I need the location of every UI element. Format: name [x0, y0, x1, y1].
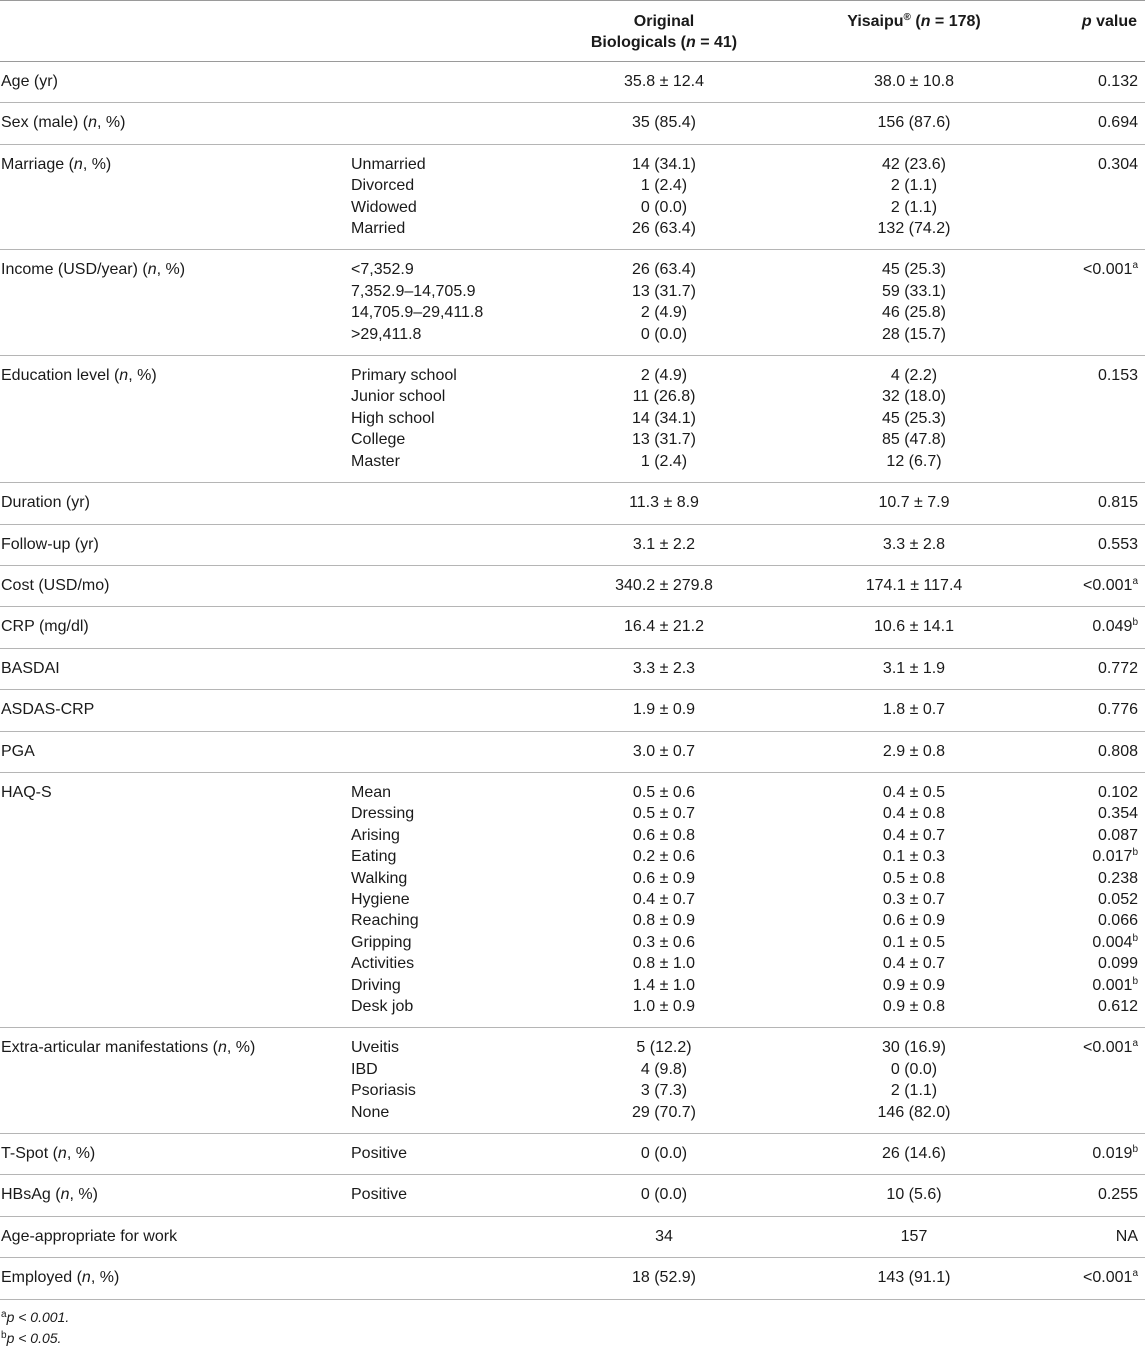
- p-value: 0.153: [1097, 367, 1138, 385]
- p-value: NA: [1115, 1227, 1138, 1245]
- subcategory: Gripping: [351, 933, 412, 951]
- original-value: 3.3 ± 2.3: [632, 659, 696, 677]
- subcategory: IBD: [351, 1060, 378, 1078]
- original-values: 26 (63.4) 13 (31.7) 2 (4.9) 0 (0.0): [631, 261, 697, 343]
- footnote-a: $^a$p < 0.001.: [1, 1308, 70, 1325]
- row-label: Education level (n, %): [1, 367, 157, 385]
- table-footnotes: [0, 1300, 1145, 1349]
- subcategory: Unmarried: [351, 155, 426, 173]
- original-values: 2 (4.9) 11 (26.8) 14 (34.1) 13 (31.7) 1 (2.4): [631, 367, 697, 470]
- subcategory-list: [350, 144, 550, 250]
- subcategory: Primary school: [351, 367, 457, 385]
- table-header-row: [0, 1, 1145, 62]
- subcategory: Positive: [351, 1186, 408, 1204]
- p-value: <0.001$^a$: [1083, 575, 1138, 594]
- header-empty-1: [0, 1, 350, 62]
- subcategory: 14,705.9–29,411.8: [351, 304, 484, 322]
- yisaipu-value: 38.0 ± 10.8: [874, 73, 954, 90]
- row-label: CRP (mg/dl): [1, 618, 89, 636]
- p-value: 0.772: [1097, 659, 1138, 677]
- footnote-b: $^b$p < 0.05.: [1, 1329, 62, 1346]
- table-row-age: [0, 62, 1145, 103]
- subcategory: Dressing: [351, 805, 415, 823]
- yisaipu-values: 0.4 ± 0.5 0.4 ± 0.8 0.4 ± 0.7 0.1 ± 0.3 0.5 ± 0.8 0.3 ± 0.7 0.6 ± 0.9 0.1 ± 0.5 0.4 ± 0.7 0.9 ± 0.9 0.9 ± 0.8: [882, 783, 946, 1015]
- table-row-income: [0, 250, 1145, 356]
- original-value: 35.8 ± 12.4: [624, 73, 704, 90]
- subcategory: None: [351, 1103, 390, 1121]
- yisaipu-value: 10.6 ± 14.1: [874, 618, 954, 636]
- subcategory: Master: [351, 452, 400, 470]
- row-label: Age-appropriate for work: [1, 1227, 178, 1245]
- subcategory: >29,411.8: [351, 325, 422, 343]
- p-value: 0.808: [1097, 742, 1138, 760]
- subcategory-list: [350, 250, 550, 356]
- subcategory: Married: [351, 220, 406, 238]
- original-values: 5 (12.2) 4 (9.8) 3 (7.3) 29 (70.7): [631, 1039, 697, 1121]
- subcategory-list: [350, 772, 550, 1027]
- p-value: 0.255: [1097, 1186, 1138, 1204]
- original-values: 14 (34.1) 1 (2.4) 0 (0.0) 26 (63.4): [631, 155, 697, 238]
- p-value: 0.132: [1097, 73, 1138, 90]
- yisaipu-values: 30 (16.9) 0 (0.0) 2 (1.1) 146 (82.0): [877, 1039, 951, 1121]
- row-label: BASDAI: [1, 659, 60, 677]
- row-label: PGA: [1, 742, 35, 760]
- p-value: <0.001$^a$: [1083, 260, 1138, 279]
- row-label: Marriage (n, %): [1, 155, 112, 173]
- yisaipu-value: 1.8 ± 0.7: [882, 701, 946, 719]
- header-yisaipu: Yisaipu® (n = 178): [847, 12, 981, 30]
- subcategory: Divorced: [351, 177, 415, 195]
- subcategory: Desk job: [351, 998, 414, 1015]
- yisaipu-values: 45 (25.3) 59 (33.1) 46 (25.8) 28 (15.7): [881, 261, 947, 343]
- yisaipu-value: 26 (14.6): [881, 1145, 947, 1163]
- p-values: 0.102 0.354 0.087 0.017$^b$ 0.238 0.052 0.066 0.004$^b$ 0.099 0.001$^b$ 0.612: [1092, 783, 1138, 1015]
- p-value: 0.553: [1097, 535, 1138, 553]
- subcategory-list: [350, 1028, 550, 1134]
- subcategory: 7,352.9–14,705.9: [351, 282, 476, 300]
- p-value: 0.694: [1097, 114, 1138, 132]
- table-row-marriage: [0, 144, 1145, 250]
- subcategory: High school: [351, 409, 435, 427]
- row-label: Cost (USD/mo): [1, 576, 110, 594]
- original-value: 0 (0.0): [640, 1186, 688, 1204]
- yisaipu-value: 2.9 ± 0.8: [882, 742, 946, 760]
- table-row-hbsag: [0, 1175, 1145, 1216]
- table-row-education: [0, 356, 1145, 483]
- subcategory: Hygiene: [351, 890, 410, 908]
- table-row-asdas-crp: [0, 690, 1145, 731]
- row-label: Income (USD/year) (n, %): [1, 261, 186, 279]
- subcategory: Junior school: [351, 388, 446, 406]
- subcategory: Psoriasis: [351, 1082, 416, 1100]
- original-value: 35 (85.4): [631, 114, 697, 132]
- p-value: 0.304: [1097, 155, 1138, 173]
- row-label: Age (yr): [1, 73, 58, 90]
- subcategory: Widowed: [351, 198, 417, 216]
- table-row-followup: [0, 524, 1145, 565]
- original-value: 340.2 ± 279.8: [615, 576, 713, 594]
- row-label: Duration (yr): [1, 494, 90, 512]
- row-label: HAQ-S: [1, 783, 52, 801]
- original-value: 34: [655, 1227, 673, 1245]
- table-row-crp: [0, 607, 1145, 648]
- table-row-age-appropriate-work: [0, 1216, 1145, 1257]
- yisaipu-value: 3.3 ± 2.8: [882, 535, 946, 553]
- p-value: 0.815: [1097, 494, 1138, 512]
- original-value: 11.3 ± 8.9: [629, 494, 699, 512]
- subcategory: Driving: [351, 976, 401, 994]
- table-row-employed: [0, 1258, 1145, 1299]
- row-label: Employed (n, %): [1, 1269, 120, 1287]
- table-row-basdai: [0, 648, 1145, 689]
- yisaipu-value: 143 (91.1): [877, 1269, 951, 1287]
- row-label: Extra-articular manifestations (n, %): [1, 1039, 256, 1057]
- table-row-extra-articular: [0, 1028, 1145, 1134]
- table-row-duration: [0, 483, 1145, 524]
- original-value: 3.0 ± 0.7: [632, 742, 696, 760]
- subcategory: Uveitis: [351, 1039, 400, 1057]
- p-value: <0.001$^a$: [1083, 1038, 1138, 1057]
- row-label: HBsAg (n, %): [1, 1186, 98, 1204]
- subcategory: Positive: [351, 1145, 408, 1163]
- original-value: 3.1 ± 2.2: [632, 535, 696, 553]
- yisaipu-value: 157: [900, 1227, 928, 1245]
- original-value: 16.4 ± 21.2: [624, 618, 704, 636]
- p-value: 0.019$^b$: [1092, 1144, 1138, 1163]
- yisaipu-value: 3.1 ± 1.9: [882, 659, 946, 677]
- subcategory-list: [350, 356, 550, 483]
- subcategory: Activities: [351, 955, 415, 973]
- yisaipu-value: 156 (87.6): [877, 114, 951, 132]
- table-row-cost: [0, 565, 1145, 606]
- subcategory: Mean: [351, 783, 392, 801]
- header-original-biologicals: Original Biologicals (n = 41): [590, 13, 738, 51]
- yisaipu-value: 174.1 ± 117.4: [865, 576, 963, 594]
- subcategory: Walking: [351, 869, 408, 887]
- table-row-haq-s: [0, 772, 1145, 1027]
- subcategory: Arising: [351, 826, 400, 844]
- p-value: 0.049$^b$: [1092, 617, 1138, 636]
- row-label: T-Spot (n, %): [1, 1145, 96, 1163]
- p-value: <0.001$^a$: [1083, 1268, 1138, 1287]
- subcategory: <7,352.9: [351, 261, 414, 279]
- original-value: 18 (52.9): [631, 1269, 697, 1287]
- original-values: 0.5 ± 0.6 0.5 ± 0.7 0.6 ± 0.8 0.2 ± 0.6 0.6 ± 0.9 0.4 ± 0.7 0.8 ± 0.9 0.3 ± 0.6 0.8 ± 1.0 1.4 ± 1.0 1.0 ± 0.9: [632, 783, 696, 1015]
- header-p-value: p value: [1081, 13, 1137, 30]
- table-row-t-spot: [0, 1134, 1145, 1175]
- table-row-sex: [0, 103, 1145, 144]
- original-value: 1.9 ± 0.9: [632, 701, 696, 719]
- header-empty-2: [350, 1, 550, 62]
- row-label: Sex (male) (n, %): [1, 114, 126, 132]
- yisaipu-value: 10.7 ± 7.9: [878, 494, 950, 512]
- yisaipu-value: 10 (5.6): [886, 1186, 942, 1204]
- yisaipu-values: 4 (2.2) 32 (18.0) 45 (25.3) 85 (47.8) 12 (6.7): [881, 367, 947, 470]
- subcategory: College: [351, 431, 406, 449]
- row-label: ASDAS-CRP: [1, 701, 95, 719]
- original-value: 0 (0.0): [640, 1145, 688, 1163]
- row-label: Follow-up (yr): [1, 535, 99, 553]
- subcategory: Eating: [351, 848, 397, 866]
- table-row-pga: [0, 731, 1145, 772]
- p-value: 0.776: [1097, 701, 1138, 719]
- yisaipu-values: 42 (23.6) 2 (1.1) 2 (1.1) 132 (74.2): [877, 155, 951, 238]
- subcategory: Reaching: [351, 912, 419, 930]
